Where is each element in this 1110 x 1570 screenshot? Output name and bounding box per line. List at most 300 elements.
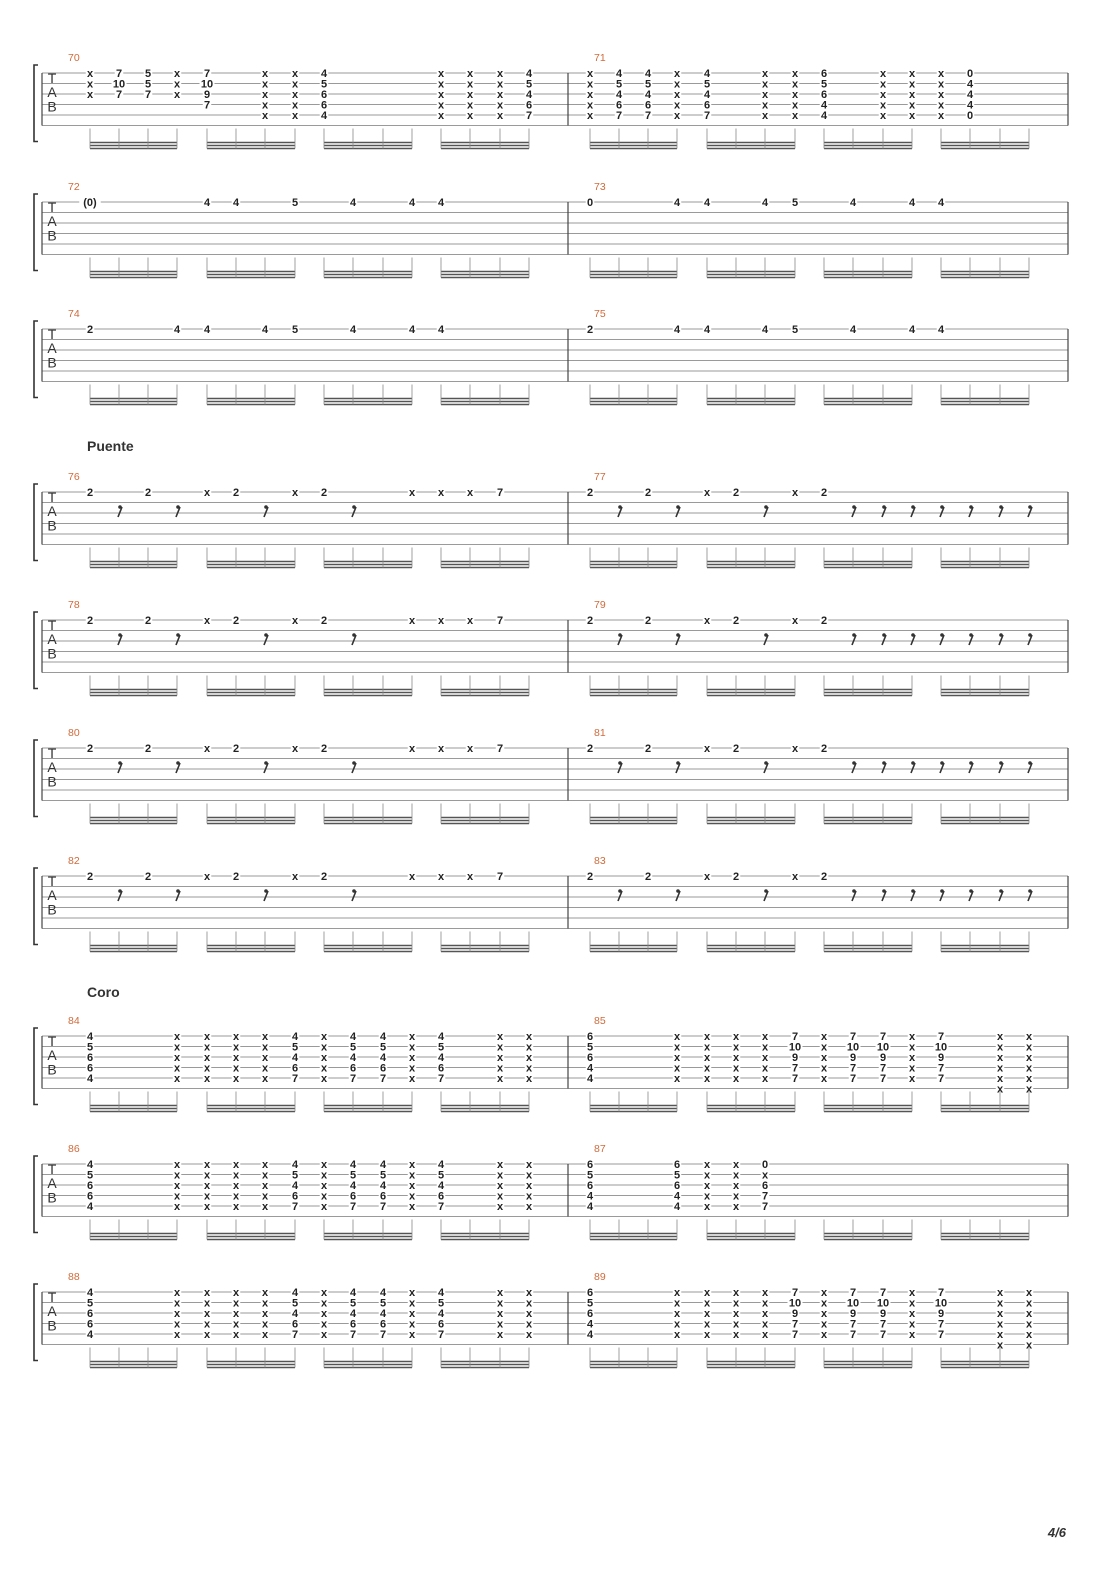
measure-number: 79 (594, 599, 606, 611)
fret-number: x (673, 1073, 681, 1085)
fret-number: 6 (320, 99, 328, 112)
fret-number: 7 (615, 110, 623, 122)
fret-number: x (173, 1297, 181, 1310)
fret-number: x (203, 1201, 211, 1213)
fret-number: 2 (820, 615, 828, 627)
fret-number: x (703, 1052, 711, 1064)
fret-number: x (791, 615, 799, 627)
fret-number: 6 (586, 1159, 594, 1171)
fret-number: 2 (586, 324, 594, 336)
system-bracket (34, 65, 38, 142)
fret-number: 2 (232, 487, 240, 499)
fret-number: x (496, 1180, 504, 1192)
fret-number: 6 (86, 1190, 94, 1203)
fret-number: x (1025, 1031, 1033, 1043)
fret-number: x (496, 1052, 504, 1064)
fret-number: 4 (379, 1031, 387, 1043)
measure-number: 82 (68, 855, 80, 867)
fret-number: x (320, 1297, 328, 1310)
fret-number: x (703, 1041, 711, 1054)
fret-number: x (261, 110, 269, 122)
fret-number: 2 (820, 743, 828, 755)
fret-number: x (437, 871, 445, 883)
fret-number: x (173, 1318, 181, 1331)
fret-number: x (820, 1062, 828, 1075)
fret-number: x (261, 1318, 269, 1331)
fret-number: x (291, 743, 299, 755)
tab-clef-letter: B (47, 517, 57, 534)
fret-number: x (291, 110, 299, 122)
fret-number: x (203, 1169, 211, 1182)
fret-number: 5 (379, 1297, 387, 1310)
fret-number: 4 (320, 68, 328, 80)
fret-number: 2 (86, 324, 94, 336)
fret-number: 7 (879, 1287, 887, 1299)
fret-number: x (291, 78, 299, 91)
fret-number: x (320, 1180, 328, 1192)
fret-number: x (820, 1041, 828, 1054)
fret-number: x (408, 487, 416, 499)
fret-number: 4 (261, 324, 269, 336)
fret-number: 6 (320, 89, 328, 101)
fret-number: 0 (586, 197, 594, 209)
fret-number: x (320, 1031, 328, 1043)
fret-number: 9 (203, 89, 211, 101)
fret-number: 2 (586, 743, 594, 755)
fret-number: x (908, 99, 916, 112)
fret-number: 4 (349, 1287, 357, 1299)
fret-number: 2 (586, 871, 594, 883)
fret-number: x (408, 1190, 416, 1203)
fret-number: x (732, 1201, 740, 1213)
fret-number: x (1025, 1041, 1033, 1054)
fret-number: 4 (908, 197, 916, 209)
fret-number: 6 (644, 99, 652, 112)
fret-number: x (232, 1062, 240, 1075)
fret-number: x (1025, 1308, 1033, 1320)
fret-number: 5 (291, 1297, 299, 1310)
fret-number: 4 (673, 1201, 681, 1213)
fret-number: x (879, 89, 887, 101)
fret-number: 2 (320, 615, 328, 627)
measure-number: 77 (594, 471, 606, 483)
fret-number: x (908, 78, 916, 91)
fret-number: 7 (496, 743, 504, 755)
fret-number: 5 (437, 1297, 445, 1310)
fret-number: x (673, 99, 681, 112)
fret-number: x (791, 99, 799, 112)
fret-number: 5 (615, 78, 623, 91)
fret-number: x (703, 1308, 711, 1320)
fret-number: 6 (761, 1180, 769, 1192)
fret-number: x (525, 1318, 533, 1331)
measure-number: 84 (68, 1015, 80, 1027)
fret-number: x (820, 1073, 828, 1085)
tab-clef-letter: A (47, 1175, 57, 1192)
measure-number: 72 (68, 181, 80, 193)
tab-clef-letter: B (47, 227, 57, 244)
fret-number: 5 (437, 1169, 445, 1182)
fret-number: 4 (291, 1031, 299, 1043)
fret-number: x (261, 1052, 269, 1064)
fret-number: x (86, 68, 94, 80)
fret-number: x (408, 1308, 416, 1320)
fret-number: x (203, 1159, 211, 1171)
fret-number: x (466, 99, 474, 112)
fret-number: 4 (437, 1308, 445, 1320)
fret-number: 5 (349, 1169, 357, 1182)
fret-number: x (820, 1297, 828, 1310)
fret-number: x (908, 1041, 916, 1054)
fret-number: 9 (937, 1308, 945, 1320)
fret-number: x (673, 89, 681, 101)
fret-number: 10 (934, 1297, 948, 1310)
fret-number: x (1025, 1287, 1033, 1299)
fret-number: 4 (408, 324, 416, 336)
fret-number: x (261, 1169, 269, 1182)
fret-number: (0) (83, 197, 97, 209)
section-label-bridge: Puente (87, 438, 134, 454)
fret-number: x (232, 1180, 240, 1192)
fret-number: x (320, 1329, 328, 1341)
fret-number: x (232, 1201, 240, 1213)
fret-number: x (173, 1287, 181, 1299)
fret-number: x (232, 1329, 240, 1341)
fret-number: 2 (644, 615, 652, 627)
fret-number: 4 (349, 1052, 357, 1064)
fret-number: 7 (203, 99, 211, 112)
tab-clef-letter: T (47, 745, 57, 761)
fret-number: 4 (320, 110, 328, 122)
fret-number: x (673, 1031, 681, 1043)
fret-number: x (525, 1297, 533, 1310)
fret-number: 4 (673, 197, 681, 209)
fret-number: 4 (525, 68, 533, 80)
fret-number: 7 (849, 1287, 857, 1299)
fret-number: 4 (349, 1308, 357, 1320)
fret-number: 5 (291, 1041, 299, 1054)
tab-clef-letter: T (47, 1161, 57, 1177)
fret-number: x (1025, 1297, 1033, 1310)
fret-number: 7 (879, 1318, 887, 1331)
fret-number: 4 (615, 89, 623, 101)
fret-number: 7 (879, 1073, 887, 1085)
fret-number: 5 (86, 1169, 94, 1182)
fret-number: 7 (291, 1201, 299, 1213)
fret-number: 5 (379, 1041, 387, 1054)
fret-number: x (320, 1169, 328, 1182)
fret-number: 4 (379, 1052, 387, 1064)
fret-number: x (761, 89, 769, 101)
fret-number: x (203, 1318, 211, 1331)
fret-number: x (996, 1031, 1004, 1043)
fret-number: 7 (761, 1201, 769, 1213)
fret-number: x (320, 1201, 328, 1213)
fret-number: 10 (846, 1041, 860, 1054)
fret-number: x (703, 1031, 711, 1043)
fret-number: 5 (144, 68, 152, 80)
fret-number: 4 (849, 197, 857, 209)
fret-number: x (703, 1169, 711, 1182)
fret-number: x (173, 1169, 181, 1182)
fret-number: 2 (232, 743, 240, 755)
fret-number: x (408, 615, 416, 627)
fret-number: 6 (291, 1062, 299, 1075)
fret-number: x (732, 1041, 740, 1054)
fret-number: 7 (437, 1073, 445, 1085)
fret-number: 7 (879, 1062, 887, 1075)
fret-number: x (586, 99, 594, 112)
fret-number: 7 (937, 1287, 945, 1299)
fret-number: x (673, 1297, 681, 1310)
fret-number: x (732, 1159, 740, 1171)
fret-number: 4 (437, 1052, 445, 1064)
fret-number: 4 (86, 1329, 94, 1341)
fret-number: x (496, 1318, 504, 1331)
fret-number: 0 (761, 1159, 769, 1171)
fret-number: 4 (86, 1031, 94, 1043)
fret-number: x (761, 1169, 769, 1182)
fret-number: x (232, 1318, 240, 1331)
fret-number: 4 (86, 1201, 94, 1213)
fret-number: x (203, 1190, 211, 1203)
fret-number: 6 (349, 1318, 357, 1331)
fret-number: x (320, 1052, 328, 1064)
measure-number: 75 (594, 308, 606, 320)
tab-clef-letter: A (47, 84, 57, 101)
fret-number: 4 (232, 197, 240, 209)
fret-number: 4 (379, 1287, 387, 1299)
fret-number: 4 (437, 1180, 445, 1192)
fret-number: 6 (379, 1190, 387, 1203)
section-label-chorus: Coro (87, 984, 120, 1000)
fret-number: 9 (791, 1308, 799, 1320)
fret-number: 5 (291, 197, 299, 209)
fret-number: x (761, 1318, 769, 1331)
measure-number: 83 (594, 855, 606, 867)
fret-number: 6 (586, 1052, 594, 1064)
fret-number: x (408, 1159, 416, 1171)
fret-number: x (261, 1297, 269, 1310)
fret-number: x (408, 1180, 416, 1192)
fret-number: x (320, 1159, 328, 1171)
fret-number: x (673, 1308, 681, 1320)
fret-number: x (261, 99, 269, 112)
fret-number: x (761, 1052, 769, 1064)
fret-number: x (261, 1329, 269, 1341)
fret-number: x (173, 1308, 181, 1320)
fret-number: 2 (232, 871, 240, 883)
fret-number: x (908, 1318, 916, 1331)
fret-number: x (261, 1201, 269, 1213)
fret-number: x (408, 1062, 416, 1075)
fret-number: x (761, 1031, 769, 1043)
fret-number: 2 (144, 743, 152, 755)
tab-clef-letter: A (47, 503, 57, 520)
fret-number: 4 (644, 89, 652, 101)
fret-number: x (761, 78, 769, 91)
fret-number: x (525, 1073, 533, 1085)
fret-number: 4 (291, 1180, 299, 1192)
fret-number: x (791, 871, 799, 883)
fret-number: 4 (86, 1287, 94, 1299)
fret-number: 4 (586, 1329, 594, 1341)
fret-number: x (703, 487, 711, 499)
fret-number: x (203, 1308, 211, 1320)
measure-number: 88 (68, 1271, 80, 1283)
fret-number: 6 (349, 1190, 357, 1203)
fret-number: x (408, 1201, 416, 1213)
fret-number: x (291, 615, 299, 627)
fret-number: 7 (291, 1329, 299, 1341)
fret-number: x (173, 1031, 181, 1043)
fret-number: x (732, 1190, 740, 1203)
fret-number: x (761, 1062, 769, 1075)
fret-number: 2 (86, 487, 94, 499)
fret-number: 7 (849, 1329, 857, 1341)
fret-number: 5 (644, 78, 652, 91)
fret-number: x (586, 110, 594, 122)
fret-number: 2 (86, 615, 94, 627)
fret-number: 2 (644, 487, 652, 499)
fret-number: 9 (937, 1052, 945, 1064)
fret-number: 7 (291, 1073, 299, 1085)
system-bracket (34, 868, 38, 945)
fret-number: 4 (966, 78, 974, 91)
measure-number: 76 (68, 471, 80, 483)
fret-number: 6 (820, 68, 828, 80)
fret-number: x (820, 1052, 828, 1064)
fret-number: x (1025, 1339, 1033, 1352)
fret-number: x (1025, 1052, 1033, 1064)
fret-number: x (879, 110, 887, 122)
fret-number: x (525, 1169, 533, 1182)
fret-number: 6 (703, 99, 711, 112)
fret-number: x (937, 68, 945, 80)
fret-number: 4 (966, 89, 974, 101)
fret-number: x (761, 68, 769, 80)
fret-number: x (908, 68, 916, 80)
fret-number: x (203, 1329, 211, 1341)
fret-number: x (673, 1052, 681, 1064)
fret-number: x (525, 1190, 533, 1203)
fret-number: 4 (820, 110, 828, 122)
fret-number: x (908, 1052, 916, 1064)
measure-number: 74 (68, 308, 80, 320)
fret-number: 5 (791, 324, 799, 336)
fret-number: 7 (791, 1329, 799, 1341)
fret-number: 2 (232, 615, 240, 627)
fret-number: 4 (586, 1073, 594, 1085)
fret-number: x (496, 1041, 504, 1054)
fret-number: x (203, 1062, 211, 1075)
fret-number: x (173, 1159, 181, 1171)
fret-number: x (232, 1031, 240, 1043)
fret-number: 4 (379, 1180, 387, 1192)
tab-clef-letter: B (47, 1189, 57, 1206)
fret-number: x (996, 1041, 1004, 1054)
fret-number: x (291, 89, 299, 101)
fret-number: x (879, 78, 887, 91)
fret-number: x (496, 1031, 504, 1043)
fret-number: 5 (673, 1169, 681, 1182)
measure-number: 87 (594, 1143, 606, 1155)
fret-number: 2 (86, 743, 94, 755)
fret-number: 6 (673, 1159, 681, 1171)
fret-number: 6 (437, 1062, 445, 1075)
fret-number: x (291, 487, 299, 499)
tab-clef-letter: A (47, 631, 57, 648)
fret-number: x (437, 78, 445, 91)
tab-clef-letter: T (47, 1289, 57, 1305)
fret-number: 6 (615, 99, 623, 112)
fret-number: x (703, 1180, 711, 1192)
fret-number: x (908, 1329, 916, 1341)
fret-number: 2 (586, 615, 594, 627)
fret-number: x (437, 743, 445, 755)
fret-number: x (525, 1329, 533, 1341)
fret-number: 7 (879, 1031, 887, 1043)
fret-number: 4 (437, 197, 445, 209)
fret-number: 5 (320, 78, 328, 91)
fret-number: x (703, 1297, 711, 1310)
fret-number: x (732, 1031, 740, 1043)
fret-number: 4 (291, 1052, 299, 1064)
fret-number: 6 (525, 99, 533, 112)
fret-number: 4 (966, 99, 974, 112)
fret-number: x (320, 1062, 328, 1075)
fret-number: x (466, 743, 474, 755)
fret-number: x (437, 110, 445, 122)
fret-number: 9 (849, 1308, 857, 1320)
measure-number: 78 (68, 599, 80, 611)
fret-number: x (408, 1031, 416, 1043)
fret-number: x (496, 78, 504, 91)
fret-number: x (1025, 1073, 1033, 1085)
fret-number: x (908, 1031, 916, 1043)
fret-number: x (261, 1031, 269, 1043)
fret-number: 7 (379, 1329, 387, 1341)
fret-number: x (86, 89, 94, 101)
fret-number: x (173, 1073, 181, 1085)
fret-number: 4 (849, 324, 857, 336)
fret-number: 2 (732, 743, 740, 755)
fret-number: x (703, 871, 711, 883)
fret-number: 2 (732, 871, 740, 883)
fret-number: x (496, 1297, 504, 1310)
fret-number: 2 (86, 871, 94, 883)
measure-number: 73 (594, 181, 606, 193)
fret-number: x (1025, 1318, 1033, 1331)
fret-number: x (673, 1041, 681, 1054)
fret-number: x (261, 1190, 269, 1203)
fret-number: x (203, 615, 211, 627)
fret-number: x (996, 1052, 1004, 1064)
fret-number: x (673, 1318, 681, 1331)
fret-number: x (496, 1308, 504, 1320)
fret-number: x (732, 1073, 740, 1085)
fret-number: x (203, 871, 211, 883)
fret-number: x (232, 1308, 240, 1320)
fret-number: 5 (525, 78, 533, 91)
fret-number: x (525, 1031, 533, 1043)
tab-clef-letter: T (47, 873, 57, 889)
fret-number: 2 (644, 743, 652, 755)
fret-number: x (820, 1329, 828, 1341)
fret-number: 6 (437, 1190, 445, 1203)
fret-number: x (437, 99, 445, 112)
fret-number: 7 (761, 1190, 769, 1203)
